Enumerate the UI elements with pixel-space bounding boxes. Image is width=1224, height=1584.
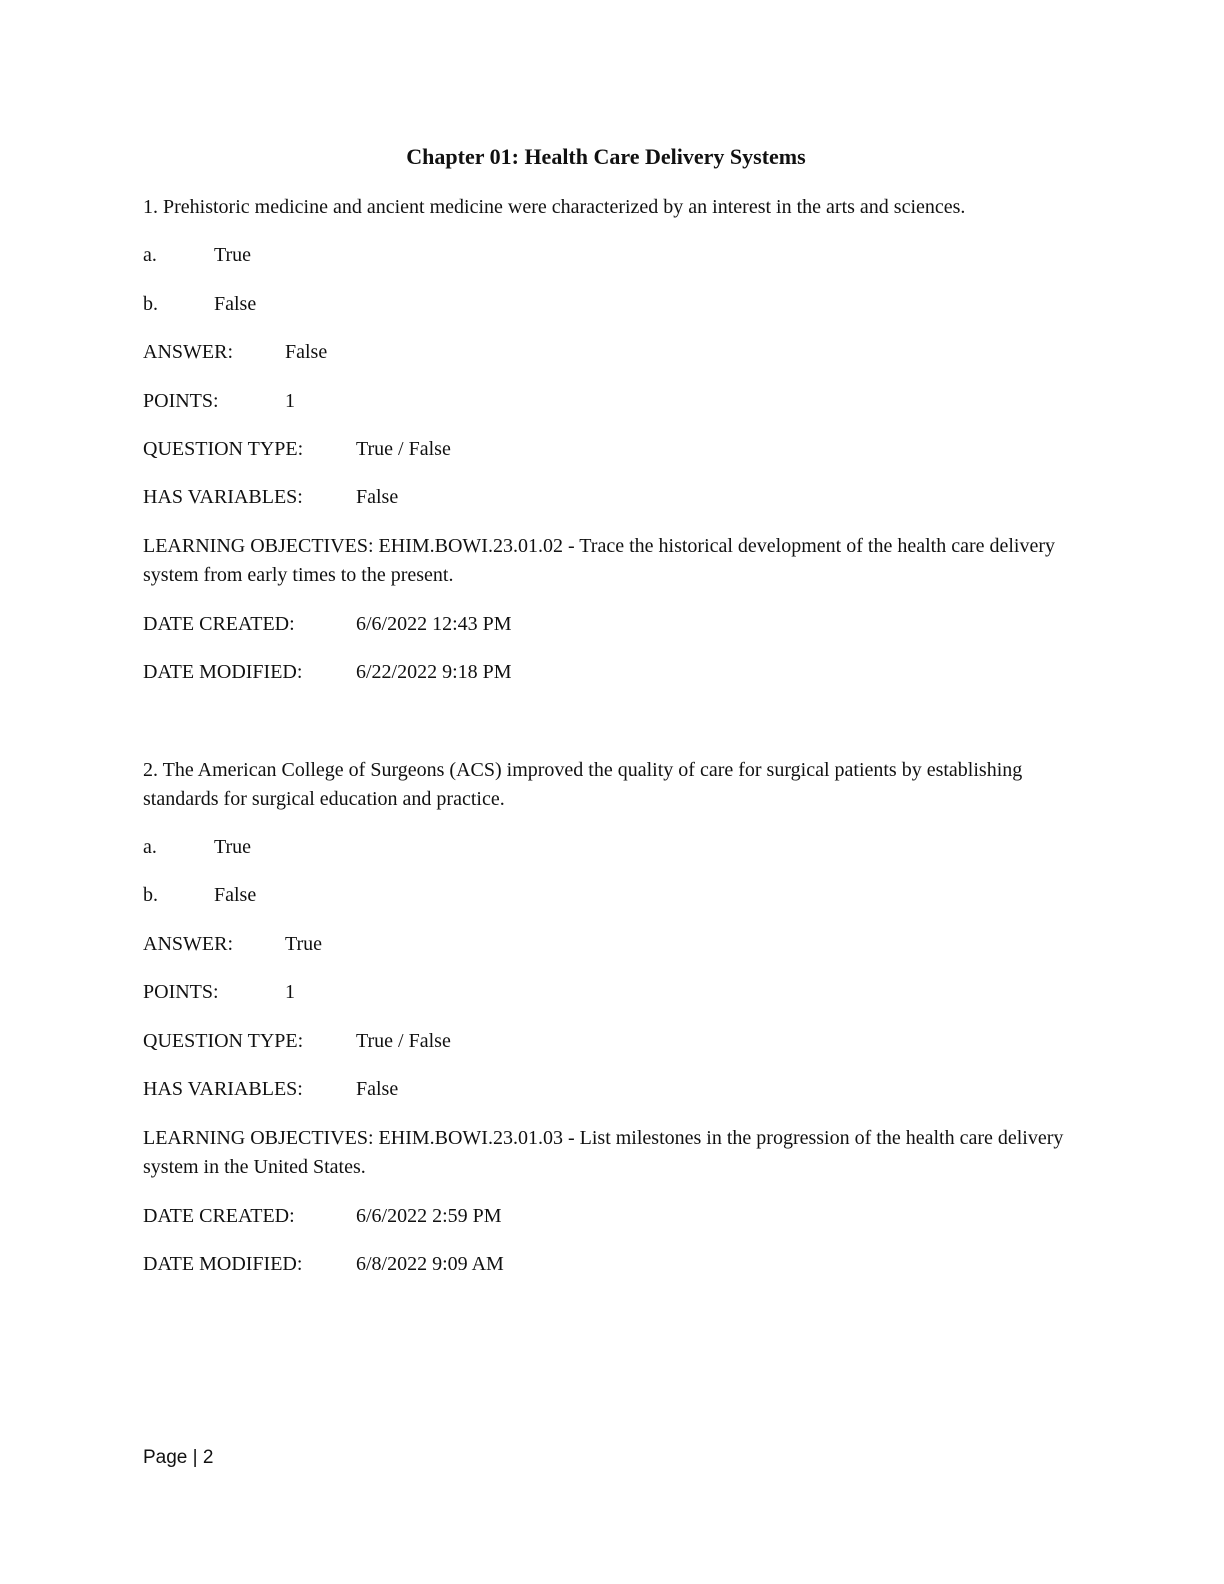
answer-value: True [285, 933, 323, 955]
points-row [143, 978, 295, 1007]
learning-objectives: LEARNING OBJECTIVES: EHIM.BOWI.23.01.03 - List milestones in the progression of the health care delivery system in the United States. [143, 1127, 1064, 1178]
question-type-value: True / False [356, 1030, 451, 1052]
option-text: True [214, 244, 252, 266]
option-text: True [214, 836, 252, 858]
date-modified-label: DATE MODIFIED: [143, 661, 303, 683]
answer-value: False [285, 341, 328, 363]
has-variables-label: HAS VARIABLES: [143, 1078, 303, 1100]
date-modified-row [143, 658, 512, 687]
date-created-label: DATE CREATED: [143, 613, 295, 635]
has-variables-value: False [356, 486, 399, 508]
question-stem: 1. Prehistoric medicine and ancient medicine were characterized by an interest in the arts and sciences. [143, 196, 966, 218]
date-modified-row [143, 1250, 504, 1279]
question-type-value: True / False [356, 438, 451, 460]
date-modified-value: 6/8/2022 9:09 AM [356, 1253, 504, 1275]
answer-row [143, 930, 323, 959]
has-variables-value: False [356, 1078, 399, 1100]
points-label: POINTS: [143, 981, 219, 1003]
answer-label: ANSWER: [143, 933, 233, 955]
option-letter: b. [143, 884, 158, 906]
points-label: POINTS: [143, 390, 219, 412]
has-variables-row [143, 1075, 399, 1104]
question-stem: 2. The American College of Surgeons (ACS) improved the quality of care for surgical patients by establishing standards for surgical education and practice. [143, 759, 1023, 810]
date-modified-label: DATE MODIFIED: [143, 1253, 303, 1275]
option-letter: a. [143, 244, 157, 266]
option-text: False [214, 293, 257, 315]
question-type-label: QUESTION TYPE: [143, 438, 304, 460]
learning-objectives: LEARNING OBJECTIVES: EHIM.BOWI.23.01.02 - Trace the historical development of the health care delivery system from early times to the present. [143, 535, 1056, 586]
option-letter: b. [143, 293, 158, 315]
question-type-row [143, 1027, 451, 1056]
has-variables-row [143, 483, 399, 512]
answer-row [143, 338, 328, 367]
date-created-value: 6/6/2022 2:59 PM [356, 1205, 502, 1227]
option-b [143, 290, 257, 319]
answer-label: ANSWER: [143, 341, 233, 363]
date-created-value: 6/6/2022 12:43 PM [356, 613, 512, 635]
page-number: Page | 2 [143, 1447, 214, 1468]
date-created-row [143, 1202, 502, 1231]
date-modified-value: 6/22/2022 9:18 PM [356, 661, 512, 683]
date-created-label: DATE CREATED: [143, 1205, 295, 1227]
option-a [143, 241, 252, 270]
points-value: 1 [285, 390, 295, 412]
option-b [143, 881, 257, 910]
option-a [143, 833, 252, 862]
question-type-row [143, 435, 451, 464]
option-text: False [214, 884, 257, 906]
option-letter: a. [143, 836, 157, 858]
chapter-title: Chapter 01: Health Care Delivery Systems [406, 144, 806, 169]
points-value: 1 [285, 981, 295, 1003]
date-created-row [143, 610, 512, 639]
points-row [143, 387, 295, 416]
question-type-label: QUESTION TYPE: [143, 1030, 304, 1052]
has-variables-label: HAS VARIABLES: [143, 486, 303, 508]
